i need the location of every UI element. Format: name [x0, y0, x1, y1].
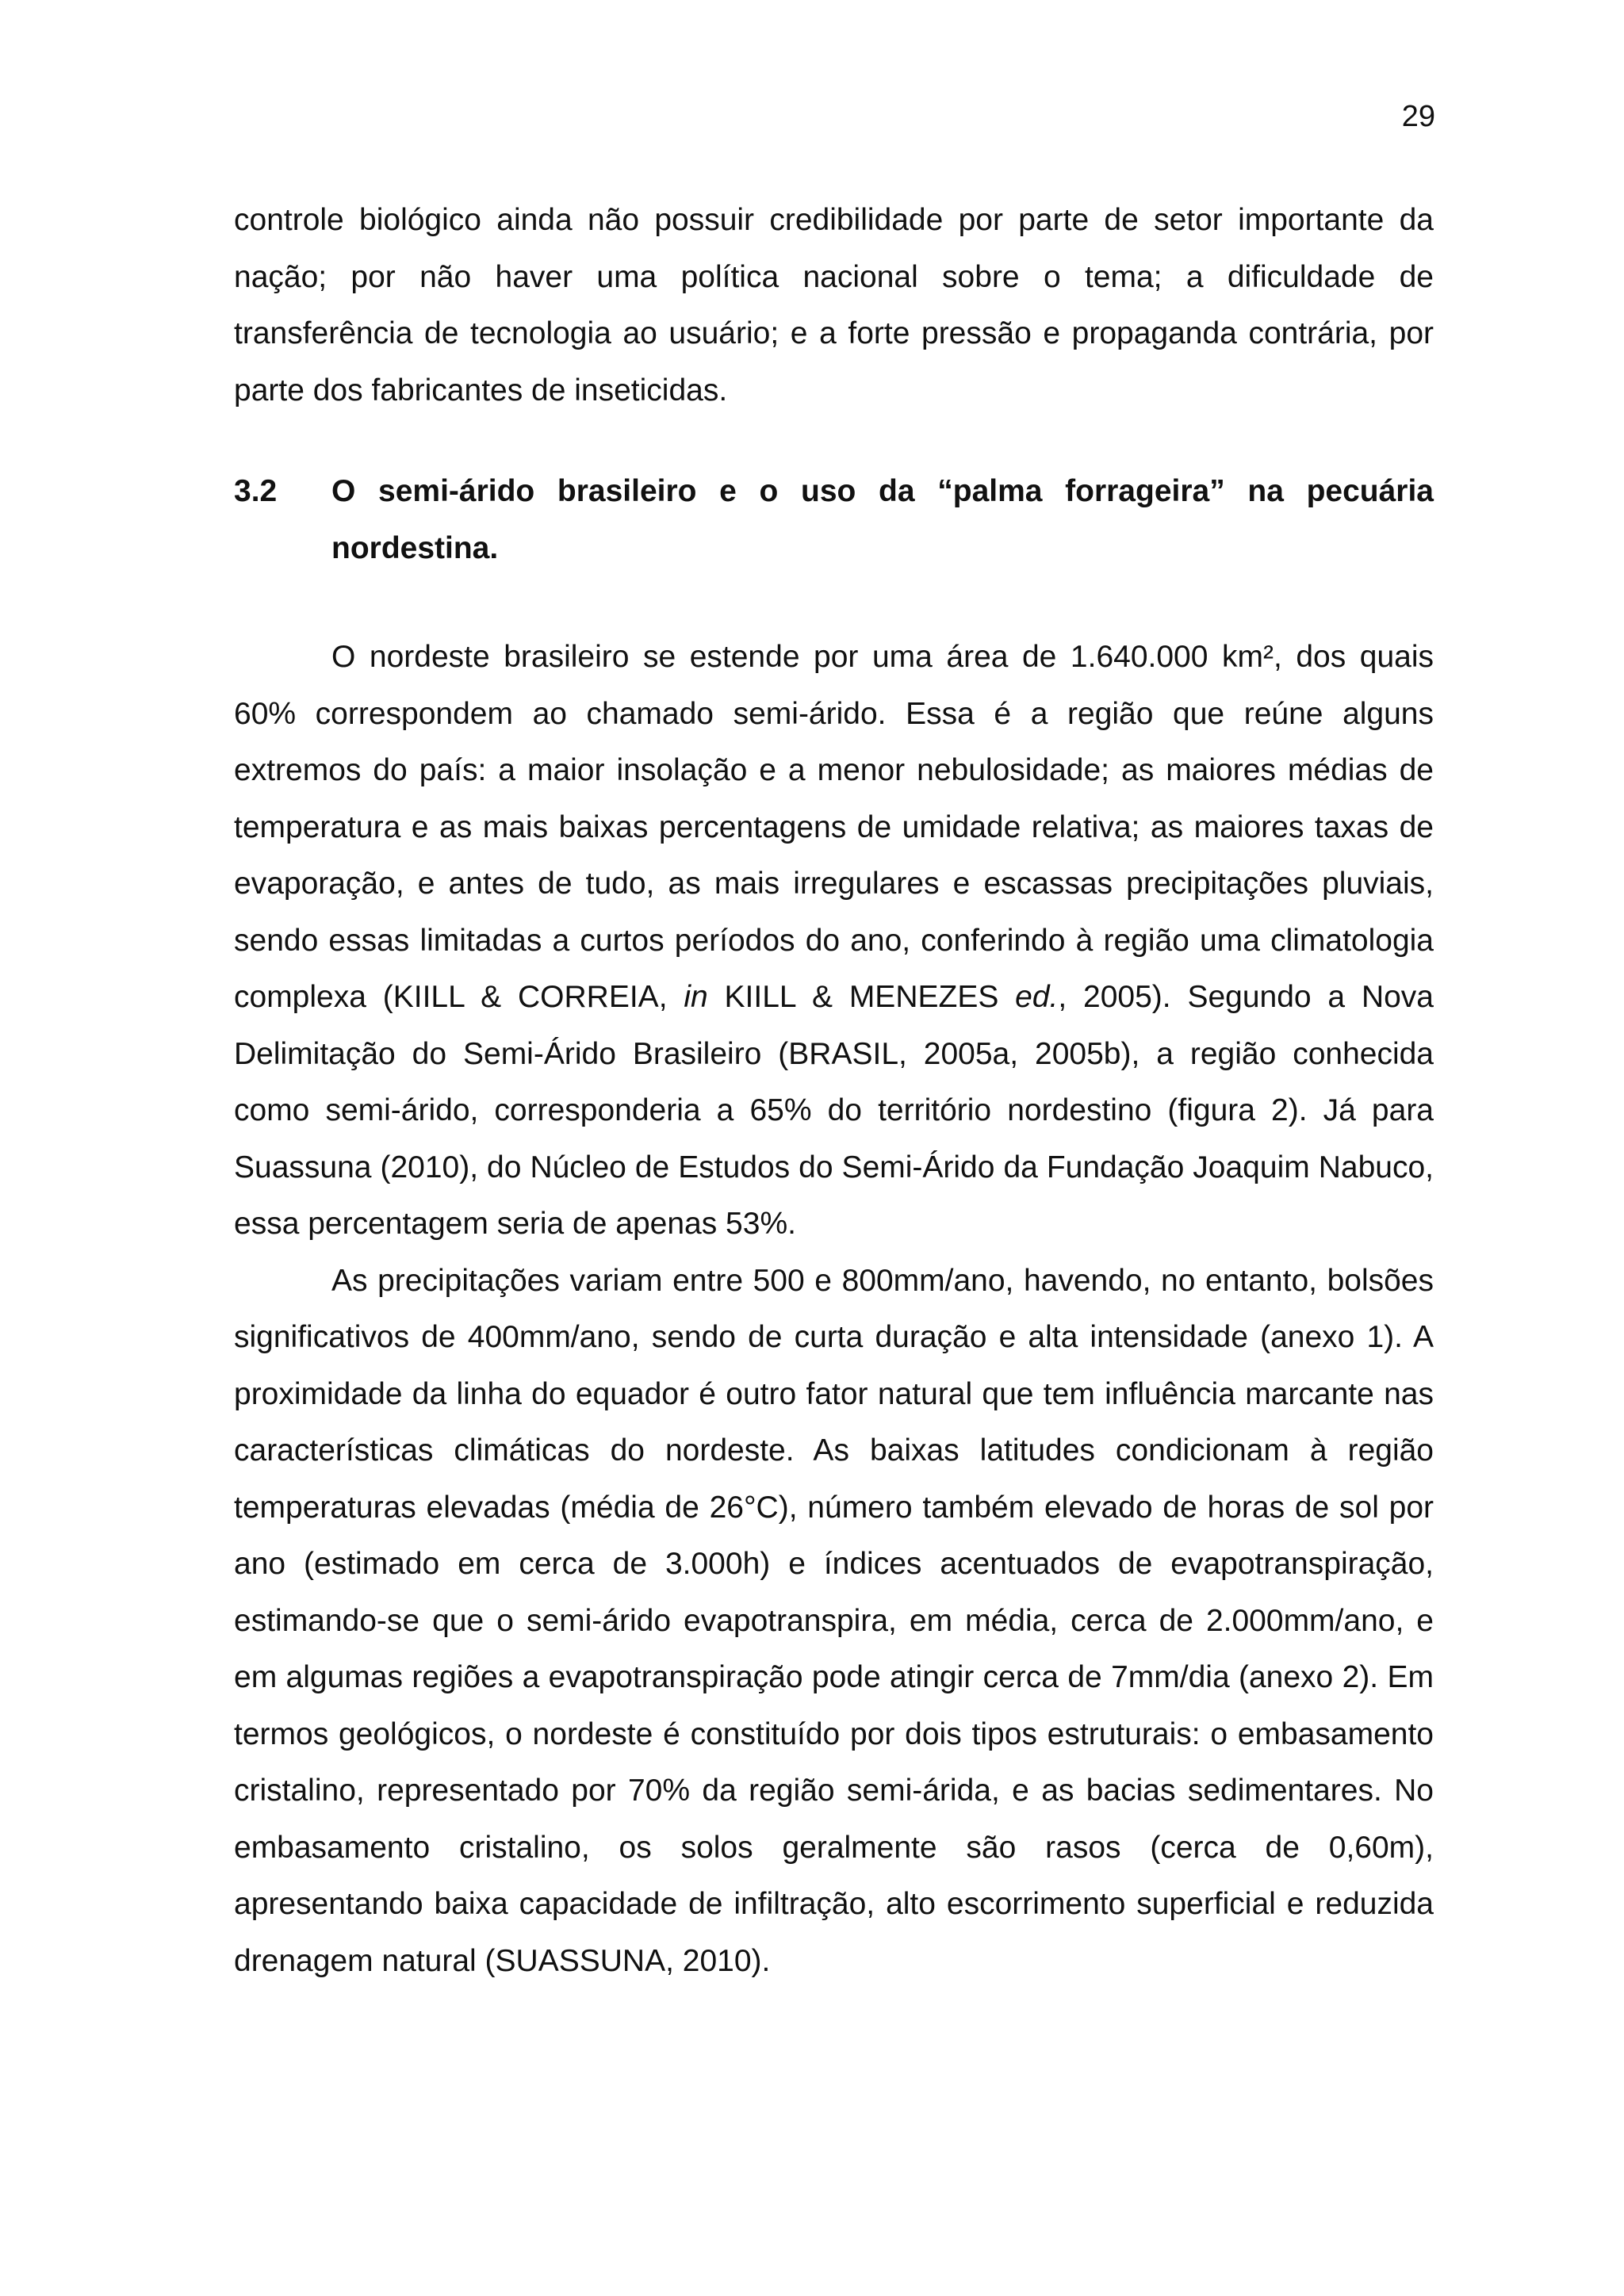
paragraph-semi-arid-area	[234, 629, 1434, 1253]
page-number: 29	[1401, 100, 1435, 133]
paragraph-text: KIILL & MENEZES	[707, 980, 1016, 1014]
section-title: O semi-árido brasileiro e o uso da “palma forrageira” na pecuária nordestina.	[331, 474, 1434, 565]
intro-paragraph: controle biológico ainda não possuir credibilidade por parte de setor importante da nação; por não haver uma política nacional sobre o tema; a dificuldade de transferência de tecnologia ao usuário; e a forte pressão e propaganda contrária, por parte dos fabricantes de inseticidas.	[234, 203, 1434, 408]
paragraph-text: O nordeste brasileiro se estende por uma área de 1.640.000 km², dos quais 60% correspondem ao chamado semi-árido. Essa é a região que reúne alguns extremos do país: a maior insolação e a menor nebulosidade; as maiores médias de temperatura e as mais baixas percentagens de umidade relativa; as maiores taxas de evaporação, e antes de tudo, as mais irregulares e escassas precipitações pluviais, sendo essas limitadas a curtos períodos do ano, conferindo à região uma climatologia complexa (KIILL & CORREIA,	[234, 640, 1434, 1014]
section-number: 3.2	[234, 474, 278, 508]
italic-text: in	[684, 980, 708, 1014]
paragraph-text: , 2005). Segundo a Nova Delimitação do Semi-Árido Brasileiro (BRASIL, 2005a, 2005b), a região conhecida como semi-árido, corresponderia a 65% do território nordestino (figura 2). Já para Suassuna (2010), do Núcleo de Estudos do Semi-Árido da Fundação Joaquim Nabuco, essa percentagem seria de apenas 53%.	[234, 980, 1434, 1241]
italic-text: ed.	[1015, 980, 1059, 1014]
section-heading	[234, 463, 1434, 576]
paragraph-precipitation: As precipitações variam entre 500 e 800mm/ano, havendo, no entanto, bolsões significativos de 400mm/ano, sendo de curta duração e alta intensidade (anexo 1). A proximidade da linha do equador é outro fator natural que tem influência marcante nas características climáticas do nordeste. As baixas latitudes condicionam à região temperaturas elevadas (média de 26°C), número também elevado de horas de sol por ano (estimado em cerca de 3.000h) e índices acentuados de evapotranspiração, estimando-se que o semi-árido evapotranspira, em média, cerca de 2.000mm/ano, e em algumas regiões a evapotranspiração pode atingir cerca de 7mm/dia (anexo 2). Em termos geológicos, o nordeste é constituído por dois tipos estruturais: o embasamento cristalino, representado por 70% da região semi-árida, e as bacias sedimentares. No embasamento cristalino, os solos geralmente são rasos (cerca de 0,60m), apresentando baixa capacidade de infiltração, alto escorrimento superficial e reduzida drenagem natural (SUASSUNA, 2010).	[234, 1263, 1434, 1978]
page-content	[234, 192, 1434, 1989]
